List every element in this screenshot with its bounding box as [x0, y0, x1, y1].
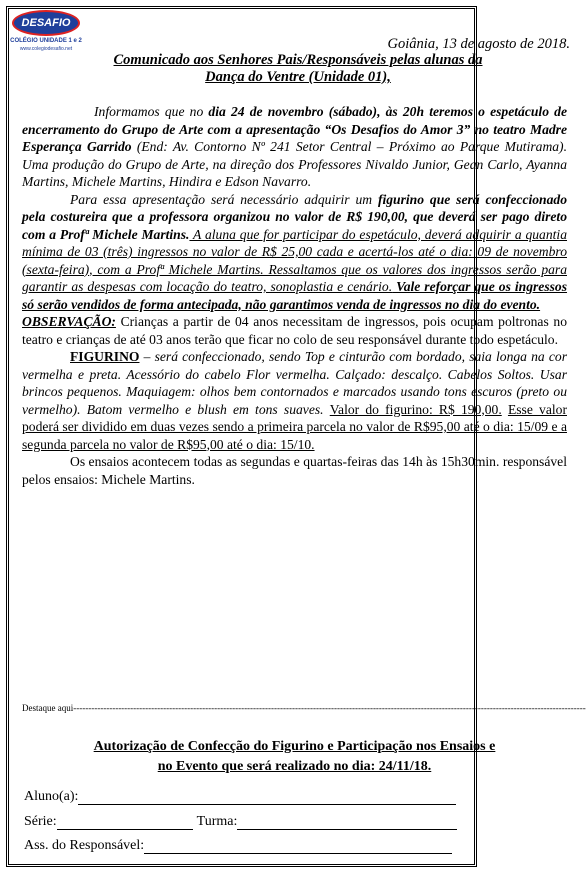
authorization-title: [22, 737, 567, 777]
p1-c: (End: Av. Contorno Nº 241 Setor Central – Próximo ao Parque Mutirama). Uma produção do Grupo de Arte, na direção dos Professores Nivaldo Junior, Gean Carlo, Ayanna Martins, Michele Martins, Hindira e Edson Navarro.: [22, 139, 567, 189]
logo-name: DESAFIO: [21, 17, 71, 29]
guardian-signature-field[interactable]: [144, 840, 452, 854]
fig-d: Esse valor poderá ser dividido em duas vezes sendo a primeira parcela no valor de R$95,00 até o dia: 15/09 e a segunda parcela no valor de R$95,00 até o dia: 15/10.: [22, 401, 567, 452]
document-title: [30, 52, 566, 86]
school-logo: [10, 8, 82, 52]
student-name-row: [24, 789, 456, 805]
guardian-signature-label: Ass. do Responsável:: [24, 838, 145, 853]
title-line-1: Comunicado aos Senhores Pais/Responsáveis pelas alunas da: [113, 52, 483, 68]
cut-here-line: Destaque aqui---------------------------------------------------------------------------------------------------------------------------------------------------------------------------: [22, 703, 586, 713]
p3-text: Os ensaios acontecem todas as segundas e quartas-feiras das 14h às 15h30min. responsável pelos ensaios: Michele Martins.: [22, 454, 567, 487]
p2-b: figurino que será confeccionado pela costureira que a professora organizou no valor de R$ 190,00, que deverá ser pago direto com a Profª Michele Martins.: [22, 191, 568, 242]
guardian-signature-row: [24, 838, 452, 854]
p2-d: Vale reforçar que os ingressos só serão vendidos de forma antecipada, não garantimos venda de ingressos no dia do evento.: [22, 279, 568, 312]
paragraph-figurino: [22, 348, 567, 453]
p2-a: Para essa apresentação será necessário adquirir um: [70, 191, 378, 207]
grade-label: Série:: [24, 814, 57, 829]
student-name-field[interactable]: [78, 791, 456, 805]
grade-class-row: [24, 814, 457, 830]
class-field[interactable]: [237, 816, 457, 830]
obs-label: OBSERVAÇÃO:: [22, 314, 116, 329]
grade-field[interactable]: [57, 816, 193, 830]
paragraph-observation: [22, 313, 567, 348]
paragraph-intro: [22, 103, 567, 191]
p2-c: A aluna que for participar do espetáculo, deverá adquirir a quantia mínima de 03 (três) ingressos no valor de R$ 25,00 cada e acertá-los até o dia: 09 de novembro (sexta-feira), com a Profª Michele Martins. Ressaltamos que os valores dos ingressos serão para garantir as despesas com locação do teatro, sonoplastia e cenário.: [22, 226, 568, 294]
logo-site: www.colegiodesafio.net: [19, 46, 73, 52]
fig-label: FIGURINO: [70, 349, 140, 364]
logo-badge: [12, 10, 80, 36]
title-line-2: Dança do Ventre (Unidade 01),: [205, 69, 391, 85]
class-label: Turma:: [196, 814, 238, 829]
logo-prefix: COLÉGIO: [10, 38, 38, 44]
p1-b: dia 24 de novembro (sábado), às 20h teremos o espetáculo de encerramento do Grupo de Arte com a apresentação “Os Desafios do Amor 3” no teatro Madre Esperança Garrido: [22, 104, 567, 154]
logo-units: [10, 38, 82, 44]
document-date: Goiânia, 13 de agosto de 2018.: [387, 36, 570, 52]
document-body: [22, 103, 567, 488]
auth-line-2: no Evento que será realizado no dia: 24/11/18.: [157, 759, 432, 774]
obs-text: Crianças a partir de 04 anos necessitam de ingressos, pois ocupam poltronas no teatro e crianças de até 03 anos terão que ficar no colo de seu responsável durante todo espetáculo.: [22, 314, 567, 347]
fig-a: – será confeccionado, sendo Top e cinturão com bordado, saia longa na cor vermelha e preta. Acessório do cabelo Flor vermelha. Calçado: descalço. Cabelos Soltos. Usar brincos pequenos. Maquiagem: olhos bem contornados e marcados usando tons escuros (preto ou vermelho). Batom vermelho e blush em tons suaves.: [22, 349, 567, 417]
logo-units-text: UNIDADE 1 e 2: [39, 38, 82, 44]
paragraph-costume-info: [22, 191, 567, 314]
fig-b: Valor do figurino: R$ 190,00.: [329, 401, 502, 417]
auth-line-1: Autorização de Confecção do Figurino e Participação nos Ensaios e: [93, 739, 496, 754]
paragraph-rehearsals: [22, 453, 567, 488]
student-name-label: Aluno(a):: [24, 789, 79, 804]
p1-a: Informamos que no: [94, 104, 209, 119]
